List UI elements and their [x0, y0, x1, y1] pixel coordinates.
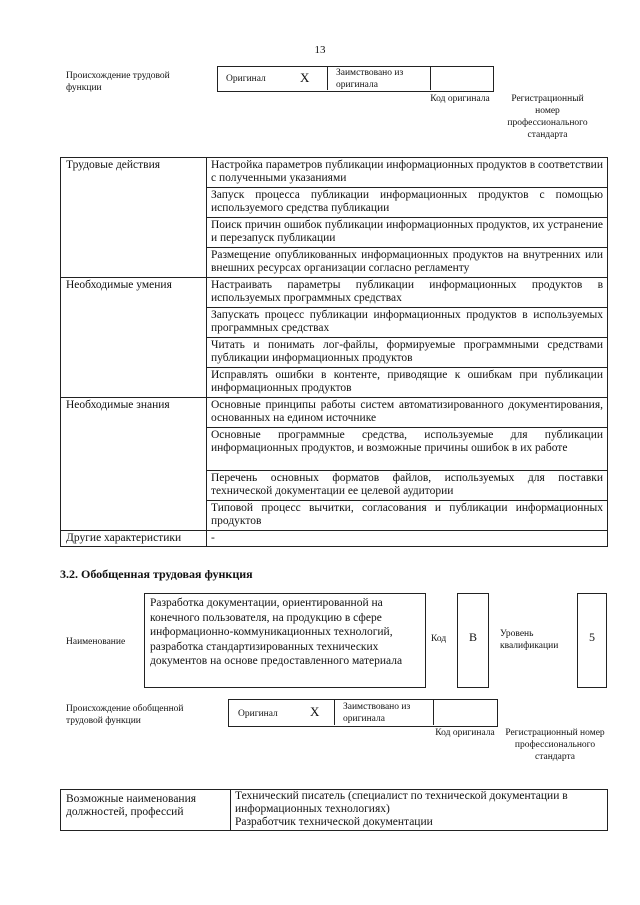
code-original-label: Код оригинала — [435, 728, 495, 738]
reg-number-label: Регистрационный номер профессионального стандарта — [505, 728, 605, 762]
original-label: Оригинал — [238, 709, 278, 719]
table-row — [61, 790, 608, 831]
level-value: 5 — [589, 630, 595, 644]
original-label: Оригинал — [226, 74, 266, 84]
table-cell: Запуск процесса публикации информационных продуктов с помощью используемого средства публикации — [207, 188, 608, 218]
table-row — [61, 531, 608, 547]
table-cell: Настраивать параметры публикации информационных продуктов в используемых программных средствах — [207, 278, 608, 308]
table-cell: Исправлять ошибки в контенте, приводящие к ошибкам при публикации информационных продуктов — [207, 368, 608, 398]
row-label-knowledge: Необходимые знания — [61, 398, 207, 531]
name-label: Наименование — [66, 637, 126, 647]
labor-function-table — [60, 157, 608, 547]
reg-number-label: Регистрационный номер профессионального стандарта — [507, 94, 588, 140]
table-row — [61, 158, 608, 188]
table-cell: Настройка параметров публикации информационных продуктов в соответствии с полученными указаниями — [207, 158, 608, 188]
original-mark: X — [300, 70, 310, 85]
table-cell: Типовой процесс вычитки, согласования и публикации информационных продуктов — [207, 501, 608, 531]
table-cell: Размещение опубликованных информационных продуктов на внутренних или внешних ресурсах организации согласно регламенту — [207, 248, 608, 278]
table-row — [61, 398, 608, 428]
code-original-label: Код оригинала — [430, 94, 490, 104]
table-cell: Основные принципы работы систем автоматизированного документирования, основанных на едином источнике — [207, 398, 608, 428]
level-label: Уровень квалификации — [500, 629, 559, 651]
table-cell: - — [207, 531, 608, 547]
positions-table — [60, 789, 608, 831]
origin-general-label: Происхождение обобщенной трудовой функции — [66, 704, 184, 726]
table-cell: Поиск причин ошибок публикации информационных продуктов, их устранение и перезапуск публикации — [207, 218, 608, 248]
code-value: B — [468, 630, 477, 644]
table-cell: Читать и понимать лог-файлы, формируемые программными средствами публикации информационных продуктов — [207, 338, 608, 368]
row-label-skills: Необходимые умения — [61, 278, 207, 398]
row-label-actions: Трудовые действия — [61, 158, 207, 278]
table-cell: Основные программные средства, используемые для публикации информационных продуктов, и возможные причины ошибок в их работе — [207, 428, 608, 471]
borrowed-label: Заимствовано из оригинала — [336, 68, 404, 90]
original-mark: X — [310, 704, 320, 719]
page-number: 13 — [314, 44, 326, 56]
position-item: Разработчик технической документации — [235, 816, 433, 828]
borrowed-label: Заимствовано из оригинала — [343, 702, 411, 724]
code-label: Код — [431, 634, 447, 644]
section-title: 3.2. Обобщенная трудовая функция — [60, 567, 253, 581]
positions-label: Возможные наименования должностей, профессий — [61, 790, 231, 831]
origin-label: Происхождение трудовой функции — [66, 71, 170, 93]
function-name: Разработка документации, ориентированной на конечного пользователя, на продукцию в сфере информационно-коммуникационных технологий, разработка стандартизированных технических документов на основе предоставленного материала — [150, 597, 403, 667]
position-item: Технический писатель (специалист по технической документации в информационных технологиях) — [235, 790, 568, 815]
table-cell: Запускать процесс публикации информационных продуктов в используемых программных средствах — [207, 308, 608, 338]
table-cell: Перечень основных форматов файлов, используемых для поставки технической документации ее целевой аудитории — [207, 471, 608, 501]
table-row — [61, 278, 608, 308]
row-label-other: Другие характеристики — [61, 531, 207, 547]
